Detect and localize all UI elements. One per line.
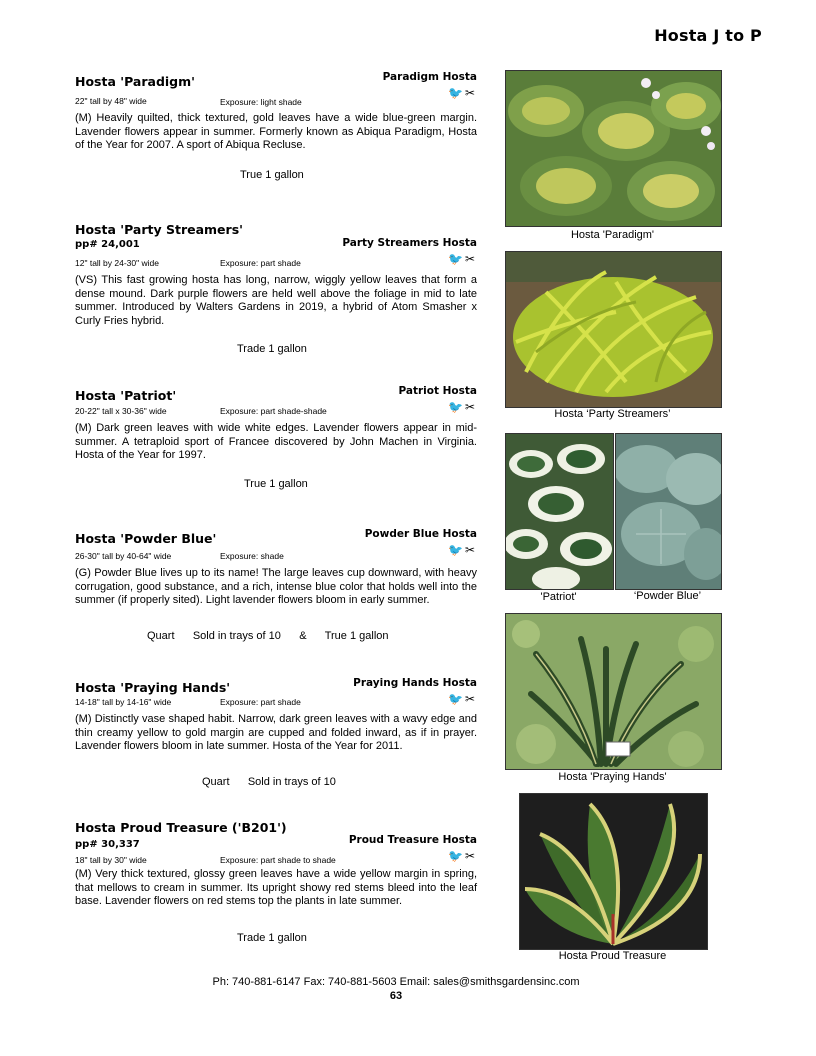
- photo-caption: Hosta ‘Party Streamers’: [554, 408, 671, 420]
- plant-availability: Trade 1 gallon: [237, 932, 307, 944]
- plant-name: Hosta 'Party Streamers': [75, 222, 243, 237]
- page-header-title: Hosta J to P: [654, 26, 762, 45]
- plant-exposure: Exposure: shade: [220, 551, 284, 561]
- common-name: Powder Blue Hosta: [364, 528, 477, 540]
- plant-name: Hosta Proud Treasure ('B201'): [75, 820, 287, 835]
- plant-availability: True 1 gallon: [244, 478, 308, 490]
- plant-size: 14-18" tall by 14-16" wide: [75, 697, 172, 707]
- photo-caption: Hosta 'Praying Hands': [558, 771, 667, 783]
- photo-powder-blue: [615, 433, 722, 590]
- plant-exposure: Exposure: part shade: [220, 697, 301, 707]
- plant-description: (M) Very thick textured, glossy green leaves have a wide yellow margin in spring, that mellows to cream in summer. Its upright showy red stems bleed into the leaf base. Lavender flowers on red stems top the plants in late summer.: [75, 868, 477, 907]
- common-name: Patriot Hosta: [398, 385, 477, 397]
- plant-patent: pp# 24,001: [75, 239, 140, 250]
- plant-entry-paradigm: [75, 71, 477, 194]
- common-name: Paradigm Hosta: [382, 71, 477, 83]
- plant-name: Hosta 'Powder Blue': [75, 531, 217, 546]
- page-number: 63: [389, 990, 403, 1002]
- plant-availability: Trade 1 gallon: [237, 343, 307, 355]
- deer-cut-icon: 🐦✂: [448, 86, 477, 100]
- plant-exposure: Exposure: part shade: [220, 258, 301, 268]
- deer-cut-icon: 🐦✂: [448, 692, 477, 706]
- plant-description: (M) Dark green leaves with wide white edges. Lavender flowers appear in mid-summer. A tetraploid sport of Francee discovered by John Machen in Virginia. Hosta of the Year for 1997.: [75, 422, 477, 461]
- photo-caption: Hosta 'Paradigm': [570, 229, 655, 241]
- plant-description: (G) Powder Blue lives up to its name! The large leaves cup downward, with heavy corrugation, good substance, and a rich, intense blue color that holds well into the summer (if properly sited). Light lavender flowers bloom in early summer.: [75, 567, 477, 606]
- plant-exposure: Exposure: part shade-shade: [220, 406, 327, 416]
- plant-entry-praying-hands: [75, 677, 477, 795]
- plant-size: 18" tall by 30" wide: [75, 855, 147, 865]
- footer-contact: Ph: 740-881-6147 Fax: 740-881-5603 Email: sales@smithsgardensinc.com: [212, 976, 580, 988]
- plant-size: 22" tall by 48" wide: [75, 96, 147, 106]
- plant-name: Hosta 'Patriot': [75, 388, 177, 403]
- plant-exposure: Exposure: light shade: [220, 97, 302, 107]
- deer-cut-icon: 🐦✂: [448, 400, 477, 414]
- plant-entry-patriot: [75, 385, 477, 498]
- plant-entry-powder-blue: [75, 528, 477, 651]
- plant-exposure: Exposure: part shade to shade: [220, 855, 336, 865]
- common-name: Praying Hands Hosta: [353, 677, 477, 689]
- deer-cut-icon: 🐦✂: [448, 849, 477, 863]
- plant-description: (M) Heavily quilted, thick textured, gold leaves have a wide blue-green margin. Lavender flowers appear in summer. Formerly known as Abiqua Paradigm, Hosta of the Year for 2007. A sport of Abiqua Recluse.: [75, 112, 477, 151]
- deer-cut-icon: 🐦✂: [448, 252, 477, 266]
- plant-description: (VS) This fast growing hosta has long, narrow, wiggly yellow leaves that form a dense mound. Dark purple flowers are held well above the foliage in mid to late summer. Introduced by Walters Gardens in 2019, a hybrid of Atom Smasher x Curly Fries hybrid.: [75, 274, 477, 327]
- plant-size: 12" tall by 24-30" wide: [75, 258, 159, 268]
- photo-patriot: [505, 433, 614, 590]
- plant-size: 20-22" tall x 30-36" wide: [75, 406, 167, 416]
- common-name: Party Streamers Hosta: [342, 237, 477, 249]
- plant-description: (M) Distinctly vase shaped habit. Narrow, dark green leaves with a wavy edge and thin creamy yellow to gold margin are cupped and folded inward, as if in prayer. Lavender flowers bloom in late summer. Hosta of the Year for 2011.: [75, 713, 477, 752]
- photo-party-streamers: [505, 251, 722, 408]
- plant-name: Hosta 'Paradigm': [75, 74, 195, 89]
- photo-paradigm: [505, 70, 722, 227]
- plant-patent: pp# 30,337: [75, 839, 140, 850]
- photo-proud-treasure: [519, 793, 708, 950]
- plant-size: 26-30" tall by 40-64" wide: [75, 551, 172, 561]
- photo-caption: ‘Powder Blue’: [633, 590, 702, 602]
- plant-availability: Quart Sold in trays of 10: [202, 776, 336, 788]
- deer-cut-icon: 🐦✂: [448, 543, 477, 557]
- plant-name: Hosta 'Praying Hands': [75, 680, 231, 695]
- photo-caption: 'Patriot': [540, 591, 577, 603]
- plant-availability: True 1 gallon: [240, 169, 304, 181]
- common-name: Proud Treasure Hosta: [348, 834, 477, 846]
- photo-praying-hands: [505, 613, 722, 770]
- plant-entry-party-streamers: [75, 222, 477, 362]
- plant-availability: Quart Sold in trays of 10 & True 1 gallon: [147, 630, 389, 642]
- plant-entry-proud-treasure: [75, 820, 477, 950]
- photo-caption: Hosta Proud Treasure: [558, 950, 667, 962]
